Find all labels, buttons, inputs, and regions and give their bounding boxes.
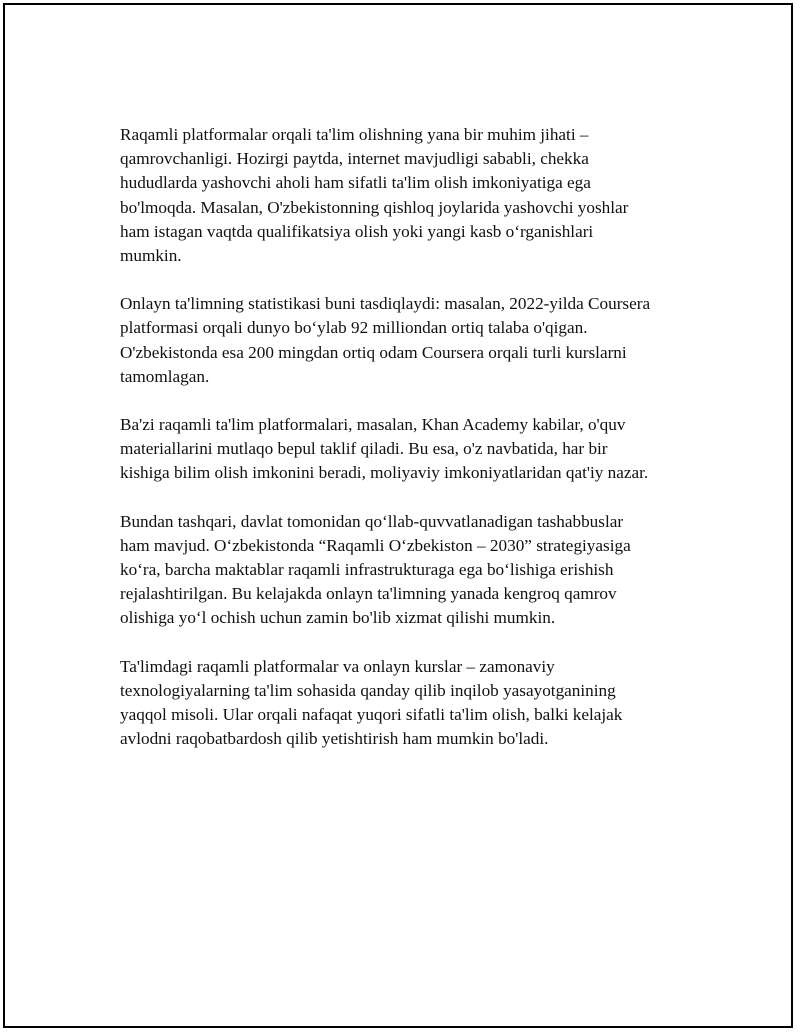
paragraph-conclusion: Ta'limdagi raqamli platformalar va onlayn kurslar – zamonaviy texnologiyalarning ta'lim sohasida qanday qilib inqilob yasayotganining yaqqol misoli. Ular orqali nafaqat yuqori sifatli ta'lim olish, balki kelajak avlodni raqobatbardosh qilib yetishtirish ham mumkin bo'ladi.	[120, 656, 623, 749]
document-body	[120, 123, 700, 775]
paragraph-government-initiatives: Bundan tashqari, davlat tomonidan qo‘llab-quvvatlanadigan tashabbuslar ham mavjud. O‘zbekistonda “Raqamli O‘zbekiston – 2030” strategiyasiga ko‘ra, barcha maktablar raqamli infrastrukturaga ega bo‘lishiga erishish rejalashtirilgan. Bu kelajakda onlayn ta'limning yanada kengroq qamrov olishiga yo‘l ochish uchun zamin bo'lib xizmat qilishi mumkin.	[120, 511, 631, 628]
paragraph-accessibility: Raqamli platformalar orqali ta'lim olishning yana bir muhim jihati – qamrovchanligi. Hozirgi paytda, internet mavjudligi sababli, chekka hududlarda yashovchi aholi ham sifatli ta'lim olish imkoniyatiga ega bo'lmoqda. Masalan, O'zbekistonning qishloq joylarida yashovchi yoshlar ham istagan vaqtda qualifikatsiya olish yoki yangi kasb o‘rganishlari mumkin.	[120, 125, 629, 266]
paragraph-free-platforms: Ba'zi raqamli ta'lim platformalari, masalan, Khan Academy kabilar, o'quv materiallarini mutlaqo bepul taklif qiladi. Bu esa, o'z navbatida, har bir kishiga bilim olish imkonini beradi, moliyaviy imkoniyatlaridan qat'iy nazar.	[120, 415, 649, 483]
paragraph-statistics: Onlayn ta'limning statistikasi buni tasdiqlaydi: masalan, 2022-yilda Coursera platformasi orqali dunyo bo‘ylab 92 milliondan ortiq talaba o'qigan. O'zbekistonda esa 200 mingdan ortiq odam Coursera orqali turli kurslarni tamomlagan.	[120, 294, 651, 386]
document-page	[3, 3, 793, 1028]
